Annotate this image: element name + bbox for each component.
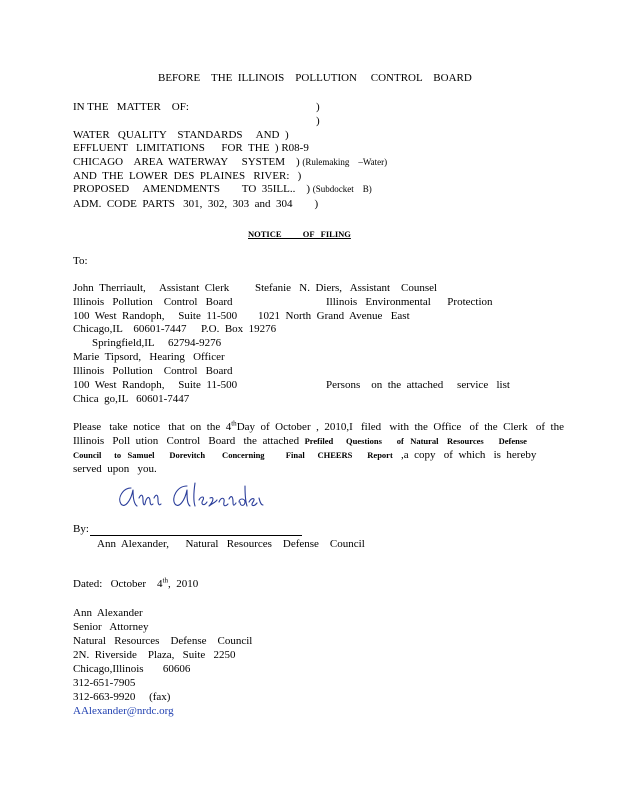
dated-text: , 2010 xyxy=(167,578,199,590)
caption-line-2-text: EFFLUENT LIMITATIONS FOR THE ) R08-9 xyxy=(73,142,309,154)
caption-paren: ) xyxy=(316,101,320,113)
body-line-1 xyxy=(73,421,564,434)
contact-title: Senior Attorney xyxy=(73,621,149,633)
recipient-line: Chicago,IL 60601-7447 xyxy=(73,323,187,335)
signature xyxy=(115,480,265,514)
caption-line-5 xyxy=(73,183,372,196)
caption-line-4: AND THE LOWER DES PLAINES RIVER: ) xyxy=(73,170,302,182)
recipient-line: Illinois Environmental Protection xyxy=(326,296,493,308)
caption-line-1: WATER QUALITY STANDARDS AND ) xyxy=(73,129,289,141)
contact-address: 2N. Riverside Plaza, Suite 2250 xyxy=(73,649,236,661)
body-text: ,a copy of which is hereby xyxy=(392,449,537,461)
caption-line-3 xyxy=(73,156,387,169)
body-line-2 xyxy=(73,435,527,448)
recipient-line: Stefanie N. Diers, Assistant Counsel xyxy=(255,282,438,294)
caption-line-2 xyxy=(73,142,309,155)
caption-line-5-text: PROPOSED AMENDMENTS TO 35ILL.. ) xyxy=(73,183,313,195)
notice-heading: NOTICE OF FILING xyxy=(248,229,351,239)
caption-line-6: ADM. CODE PARTS 301, 302, 303 and 304 ) xyxy=(73,198,319,210)
contact-city: Chicago,Illinois 60606 xyxy=(73,663,191,675)
body-text: Day of October , 2010,I filed with the Office of the Clerk of the xyxy=(236,421,564,433)
body-text: Please take notice that on the 4 xyxy=(73,421,232,433)
filing-title: Council to Samuel Dorevitch Concerning Final CHEERS Report xyxy=(73,450,393,460)
contact-email-link[interactable]: AAlexander@nrdc.org xyxy=(73,705,174,717)
body-line-4: served upon you. xyxy=(73,463,157,475)
contact-name: Ann Alexander xyxy=(73,607,143,619)
caption-rulemaking: (Rulemaking –Water) xyxy=(302,157,388,167)
signature-line xyxy=(90,535,302,536)
recipient-line: Illinois Pollution Control Board xyxy=(73,296,233,308)
filing-title: Prefiled Questions of Natural Resources Defense xyxy=(304,436,527,446)
caption-paren: ) xyxy=(316,115,320,127)
recipient-line: Illinois Pollution Control Board xyxy=(73,365,233,377)
contact-phone: 312-651-7905 xyxy=(73,677,136,689)
dated-line xyxy=(73,578,198,591)
recipient-line: John Therriault, Assistant Clerk xyxy=(73,282,230,294)
recipient-line: P.O. Box 19276 xyxy=(201,323,277,335)
caption-line-3-text: CHICAGO AREA WATERWAY SYSTEM ) xyxy=(73,156,303,168)
to-label: To: xyxy=(73,255,88,267)
recipient-line: Chica go,IL 60601-7447 xyxy=(73,393,190,405)
ordinal-suffix: th xyxy=(162,576,168,585)
caption-in-the-matter: IN THE MATTER OF: xyxy=(73,101,189,113)
ordinal-suffix: th xyxy=(231,419,237,428)
body-text: Illinois Poll ution Control Board the attached xyxy=(73,435,305,447)
by-label: By: xyxy=(73,523,89,535)
caption-subdocket: (Subdocket B) xyxy=(312,184,372,194)
contact-fax: 312-663-9920 (fax) xyxy=(73,691,171,703)
recipient-line: 100 West Randoph, Suite 11-500 xyxy=(73,310,238,322)
document-title: BEFORE THE ILLINOIS POLLUTION CONTROL BOARD xyxy=(158,72,472,84)
recipient-line: Springfield,IL 62794-9276 xyxy=(92,337,222,349)
contact-org: Natural Resources Defense Council xyxy=(73,635,253,647)
recipient-line: Persons on the attached service list xyxy=(326,379,510,391)
recipient-line: Marie Tipsord, Hearing Officer xyxy=(73,351,225,363)
recipient-line: 1021 North Grand Avenue East xyxy=(258,310,410,322)
body-line-3 xyxy=(73,449,536,462)
recipient-line: 100 West Randoph, Suite 11-500 xyxy=(73,379,238,391)
dated-text: Dated: October 4 xyxy=(73,578,163,590)
signer-line: Ann Alexander, Natural Resources Defense Council xyxy=(97,538,365,550)
